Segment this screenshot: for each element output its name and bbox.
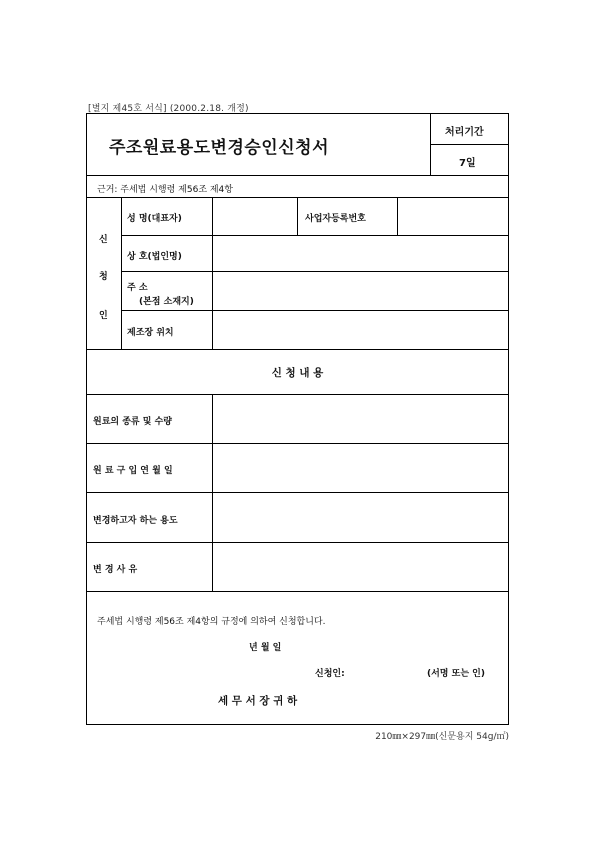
new-use-field[interactable] — [213, 493, 508, 541]
trade-name-field[interactable] — [213, 236, 508, 271]
address-label: 주 소 — [127, 283, 148, 293]
purchase-date-label: 원 료 구 입 연 월 일 — [93, 466, 173, 476]
section-title: 신 청 내 용 — [271, 367, 324, 379]
material-label: 원료의 종류 및 수량 — [93, 417, 172, 427]
new-use-label: 변경하고자 하는 용도 — [93, 516, 178, 526]
sign-note: (서명 또는 인) — [427, 669, 485, 679]
applicant-sign-label: 신청인: — [315, 669, 345, 679]
business-number-label: 사업자등록번호 — [305, 214, 366, 224]
address-sublabel: (본점 소재지) — [139, 297, 194, 307]
trade-name-label: 상 호(법인명) — [127, 252, 182, 262]
addressee: 세 무 서 장 귀 하 — [218, 695, 298, 707]
address-field[interactable] — [213, 272, 508, 309]
name-label: 성 명(대표자) — [127, 214, 182, 224]
material-field[interactable] — [213, 395, 508, 443]
name-field[interactable] — [213, 198, 297, 234]
date-line: 년 월 일 — [249, 643, 282, 653]
business-number-field[interactable] — [398, 198, 508, 234]
applicant-sign-field[interactable] — [353, 662, 423, 678]
factory-location-field[interactable] — [213, 311, 508, 349]
form-number-note: [별지 제45호 서식] (2000.2.18. 개정) — [88, 104, 249, 114]
applicant-side-2: 청 — [99, 272, 108, 282]
processing-period-value: 7일 — [459, 158, 476, 169]
form-title: 주조원료용도변경승인신청서 — [109, 138, 329, 158]
processing-period-label: 처리기간 — [445, 127, 484, 138]
statement-text: 주세법 시행령 제56조 제4항의 규정에 의하여 신청합니다. — [97, 617, 326, 627]
reason-field[interactable] — [213, 543, 508, 590]
factory-location-label: 제조장 위치 — [127, 328, 174, 338]
applicant-side-1: 신 — [99, 235, 108, 245]
application-form — [86, 113, 509, 725]
applicant-side-3: 인 — [99, 311, 108, 321]
legal-basis: 근거: 주세법 시행령 제56조 제4항 — [97, 185, 233, 195]
paper-spec: 210㎜×297㎜(신문용지 54g/㎡) — [375, 732, 509, 742]
purchase-date-field[interactable] — [213, 444, 508, 492]
reason-label: 변 경 사 유 — [93, 565, 138, 575]
